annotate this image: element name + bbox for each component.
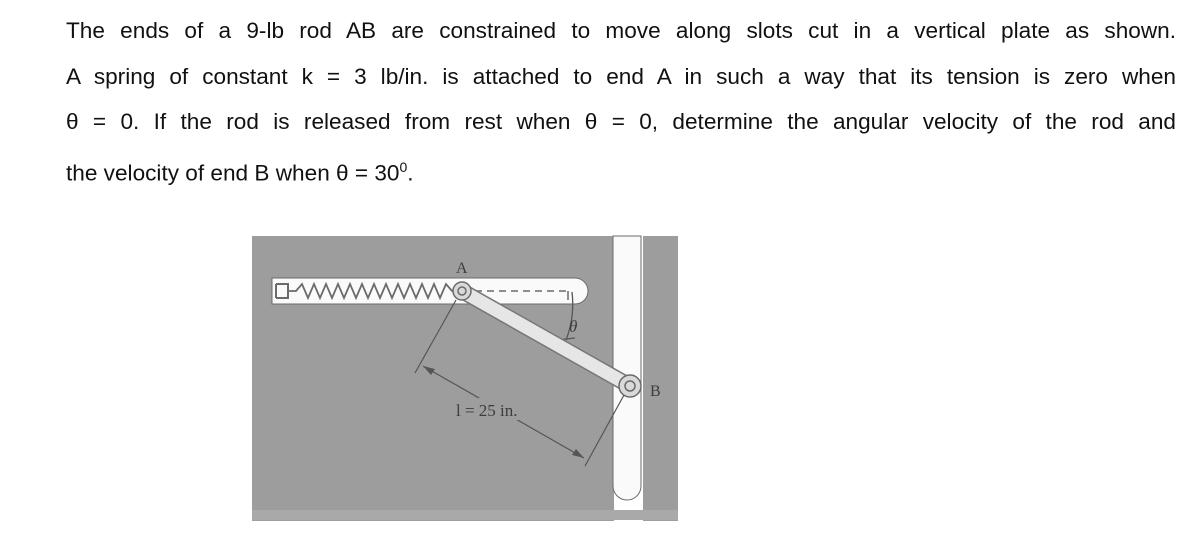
- label-b: B: [650, 383, 661, 400]
- vertical-slot: [613, 236, 641, 500]
- problem-line-3: θ = 0. If the rod is released from rest when θ = 0, determine the angular velocity of the rod and: [66, 109, 1176, 135]
- collar-b: [619, 375, 641, 397]
- problem-line-4: [66, 145, 1176, 196]
- label-a: A: [456, 260, 468, 277]
- problem-statement: [66, 8, 1176, 196]
- degree-superscript: 0: [399, 158, 408, 175]
- rod-slot-diagram: [250, 228, 700, 528]
- problem-line-1: The ends of a 9-lb rod AB are constrained to move along slots cut in a vertical plate as shown.: [66, 18, 1176, 43]
- label-theta: θ: [569, 317, 578, 336]
- problem-line-4-end: .: [407, 160, 414, 186]
- problem-line-4-text: the velocity of end B when θ = 30: [66, 160, 400, 186]
- collar-a: [453, 282, 471, 300]
- label-length: l = 25 in.: [456, 401, 518, 420]
- problem-line-2: A spring of constant k = 3 lb/in. is attached to end A in such a way that its tension is zero when: [66, 63, 1176, 89]
- plate-bottom: [252, 510, 678, 520]
- plate-right: [643, 236, 678, 521]
